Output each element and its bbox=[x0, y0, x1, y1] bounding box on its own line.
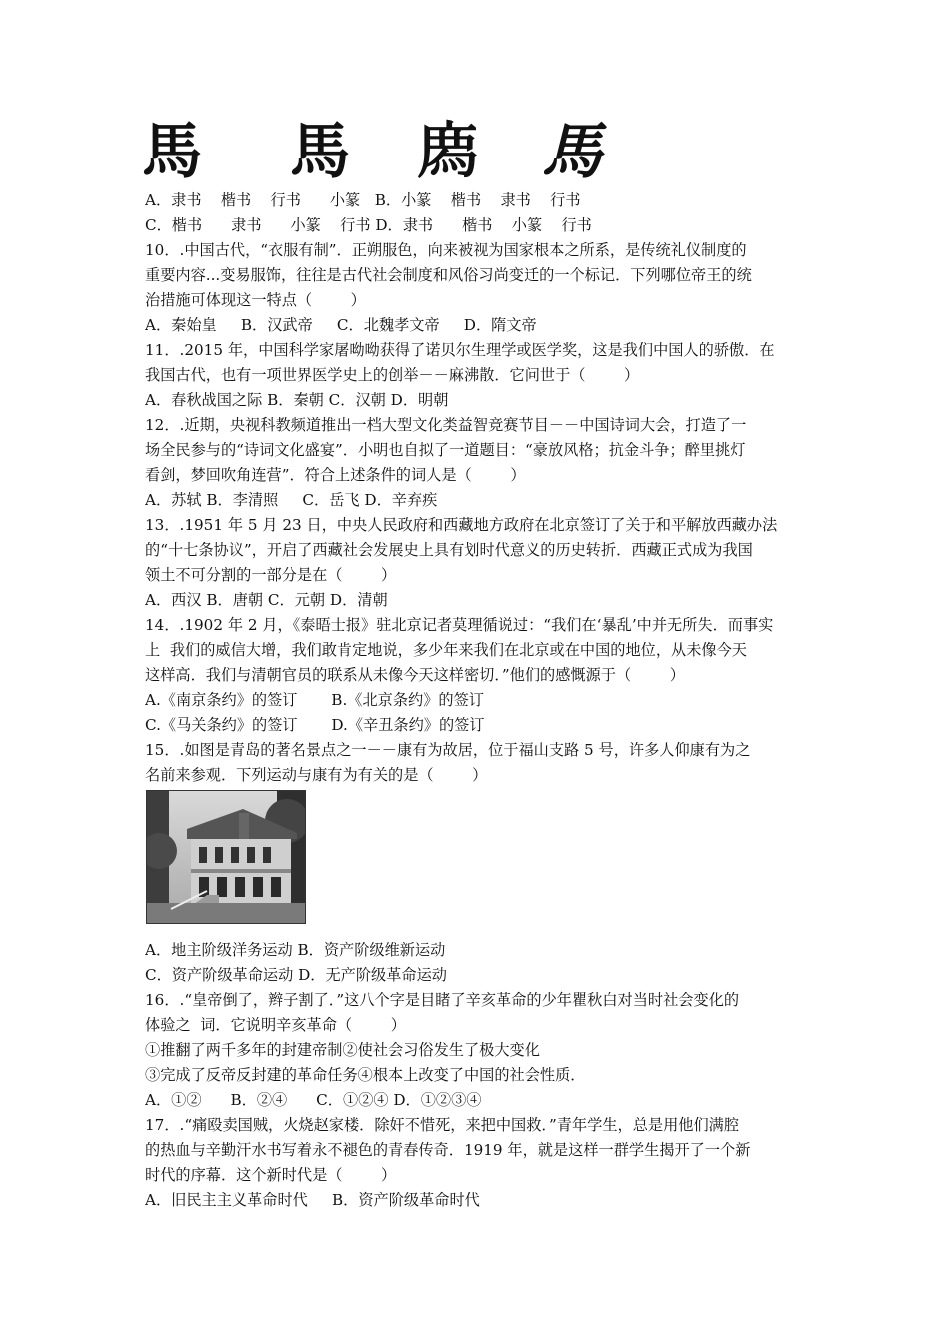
text-line: 上 我们的威信大增，我们敢肯定地说，多少年来我们在北京或在中国的地位，从未像今天 bbox=[145, 641, 747, 659]
text-line: A.《南京条约》的签订 B.《北京条约》的签订 bbox=[145, 691, 484, 709]
text-line: 11．.2015 年，中国科学家屠呦呦获得了诺贝尔生理学或医学奖，这是我们中国人的骄傲．在 bbox=[145, 341, 775, 359]
kang-youwei-residence-photo bbox=[146, 790, 306, 924]
text-line: A．西汉 B．唐朝 C．元朝 D．清朝 bbox=[145, 591, 388, 609]
text-line: 12．.近期，央视科教频道推出一档大型文化类益智竞赛节目－－中国诗词大会，打造了一 bbox=[145, 416, 747, 434]
text-line: 时代的序幕．这个新时代是（ ） bbox=[145, 1166, 397, 1184]
text-line: 领土不可分割的一部分是在（ ） bbox=[145, 566, 397, 584]
running-script-glyph: 馬 bbox=[542, 117, 602, 187]
text-line: C．楷书 隶书 小篆 行书 D．隶书 楷书 小篆 行书 bbox=[145, 216, 592, 234]
text-line: 10．.中国古代，“衣服有制”．正朔服色，向来被视为国家根本之所系，是传统礼仪制度的 bbox=[145, 241, 747, 259]
text-line: 治措施可体现这一特点（ ） bbox=[145, 291, 366, 309]
seal-script-glyph: 𢊁 bbox=[418, 117, 478, 187]
text-line: A．旧民主主义革命时代 B．资产阶级革命时代 bbox=[145, 1191, 480, 1209]
text-line: 15．.如图是青岛的著名景点之一－－康有为故居，位于福山支路 5 号，许多人仰康有为之 bbox=[145, 741, 751, 759]
text-line: 我国古代，也有一项世界医学史上的创举－－麻沸散．它问世于（ ） bbox=[145, 366, 640, 384]
text-line: 名前来参观．下列运动与康有为有关的是（ ） bbox=[145, 766, 488, 784]
text-line: 体验之 词．它说明辛亥革命（ ） bbox=[145, 1016, 406, 1034]
calligraphy-glyph-row bbox=[142, 118, 632, 186]
regular-script-glyph: 馬 bbox=[290, 117, 350, 187]
text-line: 16．.“皇帝倒了，辫子割了．”这八个字是目睹了辛亥革命的少年瞿秋白对当时社会变化的 bbox=[145, 991, 740, 1009]
clerical-script-glyph: 馬 bbox=[142, 117, 202, 187]
text-line: 17．.“痛殴卖国贼，火烧赵家楼．除奸不惜死，来把中国救．”青年学生，总是用他们满腔 bbox=[145, 1116, 740, 1134]
text-line: A．苏轼 B．李清照 C．岳飞 D．辛弃疾 bbox=[145, 491, 438, 509]
text-line: C.《马关条约》的签订 D.《辛丑条约》的签订 bbox=[145, 716, 485, 734]
text-line: 重要内容...变易服饰，往往是古代社会制度和风俗习尚变迁的一个标记．下列哪位帝王的统 bbox=[145, 266, 752, 284]
text-line: A．地主阶级洋务运动 B．资产阶级维新运动 bbox=[145, 941, 446, 959]
photo-container bbox=[145, 790, 815, 930]
text-line: A．①② B．②④ C．①②④ D．①②③④ bbox=[145, 1091, 482, 1109]
text-line: 的“十七条协议”，开启了西藏社会发展史上具有划时代意义的历史转折．西藏正式成为我国 bbox=[145, 541, 753, 559]
text-line: ①推翻了两千多年的封建帝制②使社会习俗发生了极大变化 bbox=[145, 1041, 540, 1059]
text-line: 13．.1951 年 5 月 23 日，中央人民政府和西藏地方政府在北京签订了关于和平解放西藏办法 bbox=[145, 516, 778, 534]
text-line: 这样高．我们与清朝官员的联系从未像今天这样密切．”他们的感慨源于（ ） bbox=[145, 666, 685, 684]
text-line: 的热血与辛勤汗水书写着永不褪色的青春传奇．1919 年，就是这样一群学生揭开了一个新 bbox=[145, 1141, 751, 1159]
text-line: 14．.1902 年 2 月，《泰晤士报》驻北京记者莫理循说过：“我们在‘暴乱’中并无所失．而事实 bbox=[145, 616, 774, 634]
text-line: A．春秋战国之际 B．秦朝 C．汉朝 D．明朝 bbox=[145, 391, 449, 409]
text-line: ③完成了反帝反封建的革命任务④根本上改变了中国的社会性质． bbox=[145, 1066, 586, 1084]
text-line: A．隶书 楷书 行书 小篆 B．小篆 楷书 隶书 行书 bbox=[145, 191, 581, 209]
text-line: 看剑，梦回吹角连营”．符合上述条件的词人是（ ） bbox=[145, 466, 526, 484]
question-text bbox=[145, 188, 815, 1213]
text-line: C．资产阶级革命运动 D．无产阶级革命运动 bbox=[145, 966, 447, 984]
text-line: 场全民参与的“诗词文化盛宴”．小明也自拟了一道题目：“豪放风格；抗金斗争；醉里挑灯 bbox=[145, 441, 746, 459]
text-line: A．秦始皇 B．汉武帝 C．北魏孝文帝 D．隋文帝 bbox=[145, 316, 537, 334]
